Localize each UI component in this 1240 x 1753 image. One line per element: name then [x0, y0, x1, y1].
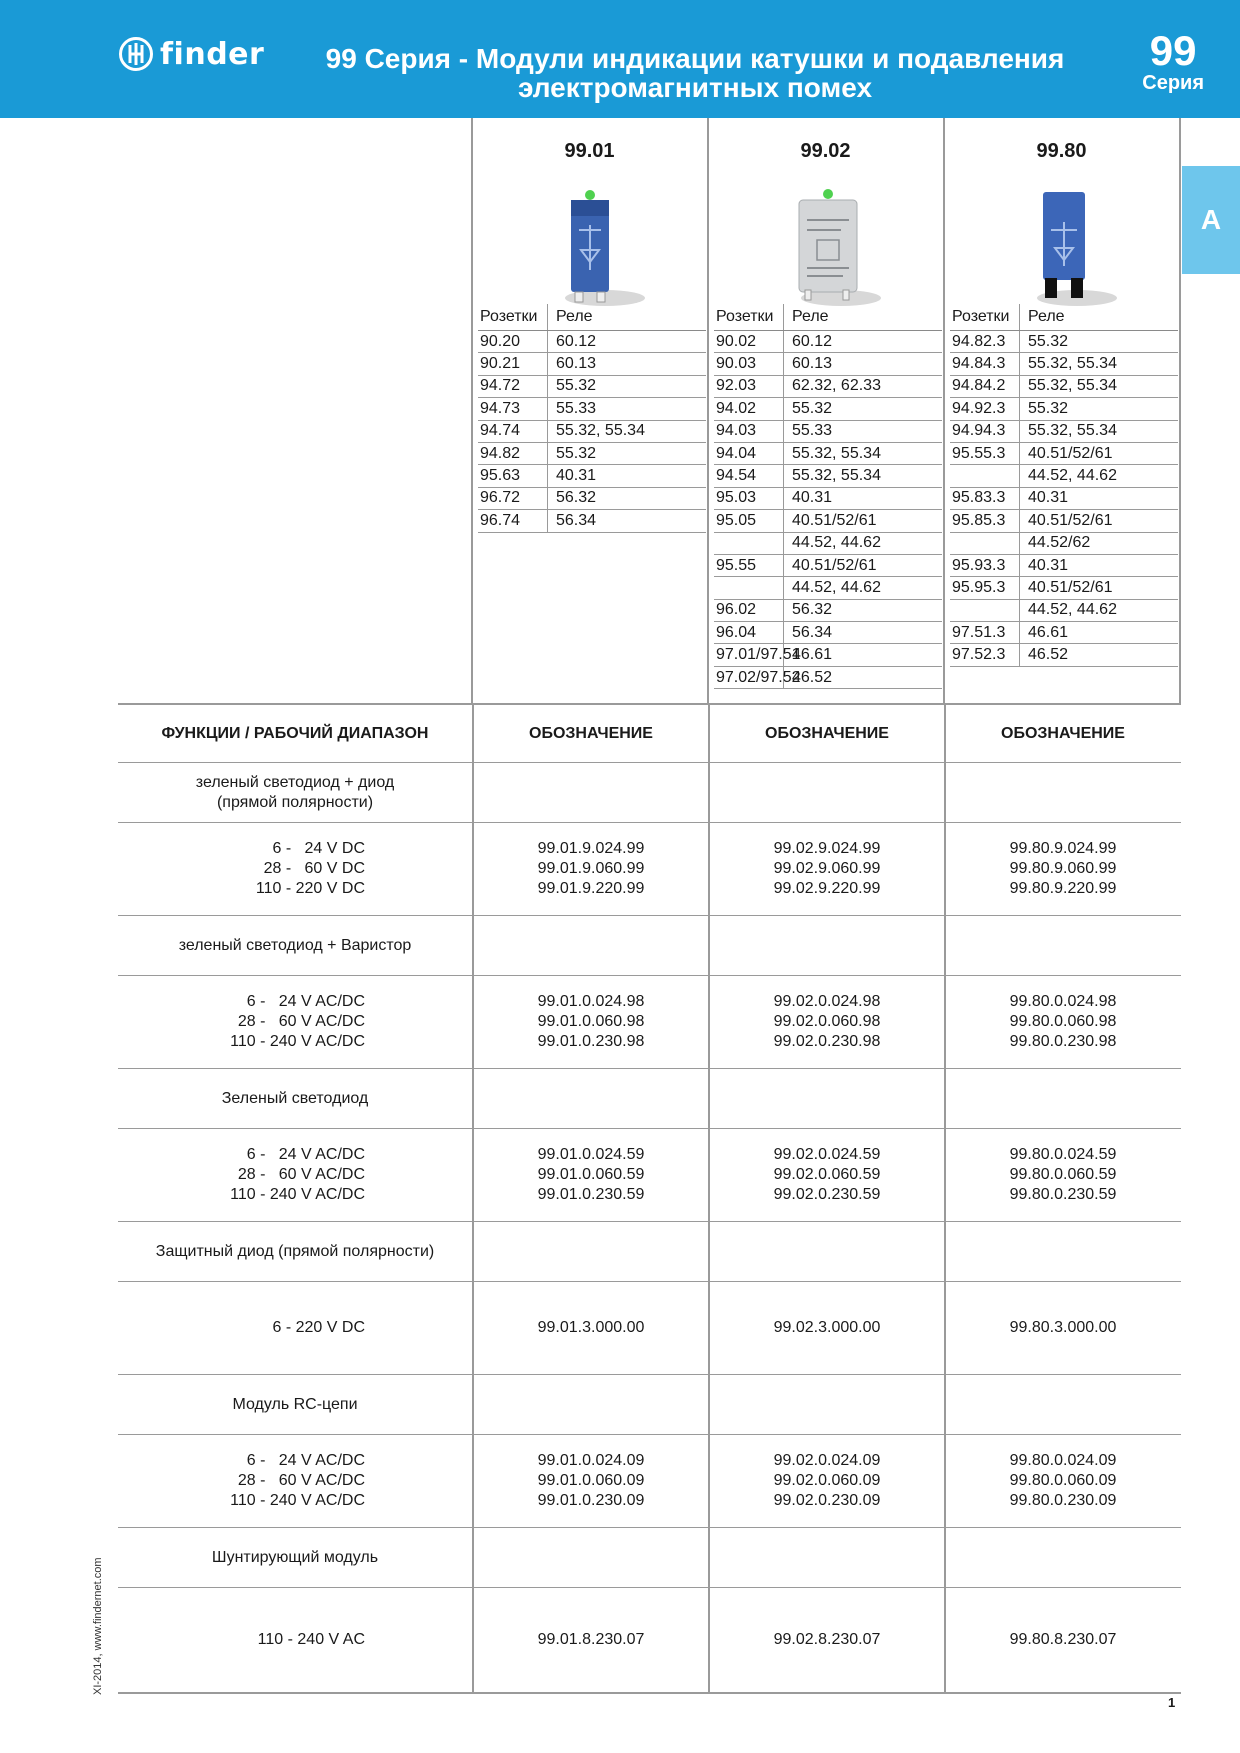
- relay-code: 55.33: [792, 422, 833, 440]
- text-line: Защитный диод (прямой полярности): [155, 1242, 435, 1260]
- relay-code: 46.52: [792, 668, 833, 686]
- designation-code: [472, 1129, 708, 1221]
- socket-code: 96.74: [478, 510, 548, 531]
- text-line: 99.01.0.230.98: [537, 1033, 645, 1050]
- header-designation: ОБОЗНАЧЕНИЕ: [472, 705, 708, 762]
- relay-code: 44.52, 44.62: [792, 534, 881, 552]
- text-line: 99.80.0.230.09: [1009, 1492, 1117, 1509]
- text-line: 99.80.0.230.98: [1009, 1033, 1117, 1050]
- compat-row: [950, 555, 1178, 577]
- socket-code: [950, 465, 1020, 486]
- finder-logo: [118, 36, 264, 72]
- socket-code: 97.02/97.52: [714, 667, 784, 688]
- compat-rows: [714, 331, 942, 689]
- compat-row: [950, 577, 1178, 599]
- col-sockets: Розетки: [950, 304, 1020, 330]
- header-designation: ОБОЗНАЧЕНИЕ: [708, 705, 944, 762]
- compat-row: [950, 398, 1178, 420]
- compat-row: [714, 644, 942, 666]
- compat-row: [950, 488, 1178, 510]
- compatibility-table: [478, 304, 706, 533]
- voltage-range: [118, 1282, 472, 1374]
- compat-row: [714, 331, 942, 353]
- empty-cell: [708, 916, 944, 975]
- empty-cell: [472, 916, 708, 975]
- text-line: 99.01.0.230.09: [537, 1492, 645, 1509]
- text-line: 99.01.0.024.98: [537, 993, 645, 1010]
- relay-code: 44.52, 44.62: [792, 578, 881, 596]
- socket-code: 96.02: [714, 600, 784, 621]
- text-line: 110 - 240 V AC: [257, 1631, 365, 1648]
- socket-code: [950, 600, 1020, 621]
- text-line: 110 - 220 V DC: [255, 880, 365, 897]
- compat-row: [950, 331, 1178, 353]
- relay-code: 44.52, 44.62: [1028, 601, 1117, 619]
- voltage-range: [118, 1588, 472, 1692]
- module-image-blue-tall-icon: [1007, 170, 1117, 310]
- relay-code: 55.32, 55.34: [1028, 355, 1117, 373]
- text-line: 99.02.0.060.09: [773, 1472, 881, 1489]
- compat-row: [950, 533, 1178, 555]
- designation-code: [944, 1588, 1180, 1692]
- function-row: [118, 916, 1181, 976]
- relay-code: 60.12: [792, 332, 833, 350]
- product-99-01: [472, 118, 707, 705]
- page-header: [0, 0, 1240, 118]
- designation-code: [472, 823, 708, 915]
- text-line: 6 - 24 V DC: [272, 840, 365, 857]
- function-name: [118, 916, 472, 975]
- compat-row: [478, 398, 706, 420]
- text-line: 99.80.0.060.59: [1009, 1166, 1117, 1183]
- col-relays: Реле: [1028, 308, 1065, 325]
- relay-code: 55.32, 55.34: [1028, 377, 1117, 395]
- voltage-range: [118, 1129, 472, 1221]
- compat-row: [714, 376, 942, 398]
- empty-cell: [708, 763, 944, 822]
- header-designation: ОБОЗНАЧЕНИЕ: [944, 705, 1180, 762]
- relay-code: 40.51/52/61: [792, 511, 877, 529]
- text-line: 6 - 24 V AC/DC: [246, 993, 365, 1010]
- text-line: 99.80.0.060.09: [1009, 1472, 1117, 1489]
- socket-code: 94.04: [714, 443, 784, 464]
- range-row: [118, 1588, 1181, 1694]
- compat-rows: [950, 331, 1178, 667]
- compat-row: [714, 353, 942, 375]
- product-99-02: [708, 118, 943, 705]
- product-99-80: [944, 118, 1179, 705]
- compat-header: [478, 304, 706, 331]
- designation-code: [472, 1435, 708, 1527]
- text-line: 99.02.0.230.59: [773, 1186, 881, 1203]
- series-number: 99: [1149, 27, 1197, 74]
- text-line: Шунтирующий модуль: [211, 1548, 379, 1566]
- module-image-grey-icon: [771, 170, 881, 310]
- compat-header: [950, 304, 1178, 331]
- socket-code: 94.82.3: [950, 331, 1020, 352]
- header-functions: ФУНКЦИИ / РАБОЧИЙ ДИАПАЗОН: [161, 724, 429, 742]
- text-line: 99.02.9.024.99: [773, 840, 881, 857]
- empty-cell: [472, 763, 708, 822]
- text-line: 99.80.0.230.59: [1009, 1186, 1117, 1203]
- compat-row: [714, 622, 942, 644]
- compat-row: [714, 465, 942, 487]
- compat-row: [950, 510, 1178, 532]
- compat-row: [714, 577, 942, 599]
- compat-rows: [478, 331, 706, 533]
- text-line: 99.01.9.220.99: [537, 880, 645, 897]
- text-line: 99.02.0.230.09: [773, 1492, 881, 1509]
- relay-code: 62.32, 62.33: [792, 377, 881, 395]
- empty-cell: [944, 763, 1180, 822]
- compatibility-table: [950, 304, 1178, 667]
- compat-row: [714, 443, 942, 465]
- socket-code: [950, 533, 1020, 554]
- socket-code: 96.72: [478, 488, 548, 509]
- socket-code: 95.93.3: [950, 555, 1020, 576]
- page-number: 1: [1168, 1695, 1176, 1710]
- range-row: [118, 823, 1181, 916]
- table-header-row: [118, 703, 1181, 763]
- function-name: [118, 1069, 472, 1128]
- relay-code: 40.51/52/61: [792, 556, 877, 574]
- text-line: 99.80.9.060.99: [1009, 860, 1117, 877]
- designation-code: [708, 1282, 944, 1374]
- relay-code: 46.52: [1028, 646, 1069, 664]
- text-line: 99.80.0.024.59: [1009, 1146, 1117, 1163]
- text-line: 99.02.9.060.99: [773, 860, 881, 877]
- socket-code: 95.03: [714, 488, 784, 509]
- socket-code: 90.21: [478, 353, 548, 374]
- range-row: [118, 1129, 1181, 1222]
- designation-code: [944, 1282, 1180, 1374]
- socket-code: 90.20: [478, 331, 548, 352]
- empty-cell: [944, 1375, 1180, 1434]
- col-relays: Реле: [556, 308, 593, 325]
- relay-code: 46.61: [792, 646, 833, 664]
- compat-row: [478, 510, 706, 532]
- text-line: 99.02.8.230.07: [773, 1631, 881, 1648]
- relay-code: 40.31: [1028, 556, 1069, 574]
- socket-code: 94.84.3: [950, 353, 1020, 374]
- socket-code: 97.51.3: [950, 622, 1020, 643]
- socket-code: 94.54: [714, 465, 784, 486]
- relay-code: 60.13: [792, 355, 833, 373]
- page-title: [280, 44, 1110, 102]
- relay-code: 55.32: [556, 444, 597, 462]
- text-line: 28 - 60 V AC/DC: [237, 1166, 365, 1183]
- ordering-table: [118, 703, 1181, 1694]
- text-line: 99.02.0.060.59: [773, 1166, 881, 1183]
- compat-row: [478, 353, 706, 375]
- socket-code: 97.52.3: [950, 644, 1020, 665]
- text-line: 99.01.0.060.59: [537, 1166, 645, 1183]
- table-body: [118, 763, 1181, 1694]
- range-row: [118, 976, 1181, 1069]
- text-line: 99.80.0.024.09: [1009, 1452, 1117, 1469]
- empty-cell: [472, 1528, 708, 1587]
- relay-code: 56.34: [556, 511, 597, 529]
- relay-code: 56.34: [792, 623, 833, 641]
- empty-cell: [708, 1375, 944, 1434]
- empty-cell: [944, 1069, 1180, 1128]
- socket-code: 95.85.3: [950, 510, 1020, 531]
- socket-code: 95.83.3: [950, 488, 1020, 509]
- socket-code: 94.02: [714, 398, 784, 419]
- socket-code: 92.03: [714, 376, 784, 397]
- compat-row: [478, 488, 706, 510]
- relay-code: 55.32, 55.34: [792, 467, 881, 485]
- text-line: 110 - 240 V AC/DC: [230, 1033, 365, 1050]
- designation-code: [708, 1129, 944, 1221]
- text-line: 99.01.0.060.09: [537, 1472, 645, 1489]
- socket-code: 90.03: [714, 353, 784, 374]
- text-line: 99.01.3.000.00: [537, 1319, 645, 1336]
- relay-code: 40.51/52/61: [1028, 444, 1113, 462]
- col-relays: Реле: [792, 308, 829, 325]
- compat-row: [478, 376, 706, 398]
- product-compatibility-area: [472, 118, 1181, 705]
- compat-row: [714, 510, 942, 532]
- socket-code: [714, 533, 784, 554]
- empty-cell: [708, 1069, 944, 1128]
- empty-cell: [472, 1222, 708, 1281]
- socket-code: 90.02: [714, 331, 784, 352]
- compatibility-table: [714, 304, 942, 689]
- socket-code: 97.01/97.51: [714, 644, 784, 665]
- socket-code: 95.05: [714, 510, 784, 531]
- designation-code: [708, 823, 944, 915]
- function-row: [118, 1528, 1181, 1588]
- text-line: 99.01.8.230.07: [537, 1631, 645, 1648]
- compat-row: [950, 622, 1178, 644]
- socket-code: 94.74: [478, 421, 548, 442]
- text-line: зеленый светодиод + Варистор: [178, 936, 412, 954]
- col-sockets: Розетки: [714, 304, 784, 330]
- compat-row: [950, 465, 1178, 487]
- compat-header: [714, 304, 942, 331]
- relay-code: 55.32, 55.34: [792, 444, 881, 462]
- text-line: 99.02.0.230.98: [773, 1033, 881, 1050]
- compat-row: [950, 644, 1178, 666]
- col-sockets: Розетки: [478, 304, 548, 330]
- text-line: 99.02.0.060.98: [773, 1013, 881, 1030]
- text-line: 99.01.0.060.98: [537, 1013, 645, 1030]
- text-line: 99.01.0.230.59: [537, 1186, 645, 1203]
- text-line: 99.02.0.024.59: [773, 1146, 881, 1163]
- function-row: [118, 1069, 1181, 1129]
- title-line-1: 99 Серия - Модули индикации катушки и подавления: [325, 43, 1065, 74]
- text-line: 28 - 60 V AC/DC: [237, 1013, 365, 1030]
- voltage-range: [118, 976, 472, 1068]
- relay-code: 55.32: [792, 399, 833, 417]
- compat-row: [950, 600, 1178, 622]
- function-row: [118, 1222, 1181, 1282]
- text-line: 28 - 60 V AC/DC: [237, 1472, 365, 1489]
- relay-code: 55.32: [556, 377, 597, 395]
- text-line: 99.01.0.024.09: [537, 1452, 645, 1469]
- product-code: 99.01: [564, 140, 615, 162]
- text-line: 6 - 24 V AC/DC: [246, 1146, 365, 1163]
- designation-code: [708, 1435, 944, 1527]
- compat-row: [714, 488, 942, 510]
- text-line: 28 - 60 V DC: [263, 860, 365, 877]
- range-row: [118, 1435, 1181, 1528]
- text-line: 99.02.3.000.00: [773, 1319, 881, 1336]
- compat-row: [714, 555, 942, 577]
- empty-cell: [708, 1222, 944, 1281]
- product-code: 99.80: [1036, 140, 1087, 162]
- designation-code: [472, 1282, 708, 1374]
- text-line: 99.80.9.220.99: [1009, 880, 1117, 897]
- compat-row: [950, 353, 1178, 375]
- text-line: 99.80.3.000.00: [1009, 1319, 1117, 1336]
- voltage-range: [118, 823, 472, 915]
- range-row: [118, 1282, 1181, 1375]
- product-code: 99.02: [800, 140, 851, 162]
- compat-row: [714, 600, 942, 622]
- function-row: [118, 1375, 1181, 1435]
- compat-row: [478, 331, 706, 353]
- empty-cell: [472, 1375, 708, 1434]
- text-line: 6 - 220 V DC: [272, 1319, 365, 1336]
- compat-row: [950, 443, 1178, 465]
- relay-code: 60.12: [556, 332, 597, 350]
- socket-code: 94.03: [714, 421, 784, 442]
- socket-code: [714, 577, 784, 598]
- text-line: 99.01.9.024.99: [537, 840, 645, 857]
- empty-cell: [944, 916, 1180, 975]
- compat-row: [950, 421, 1178, 443]
- designation-code: [708, 1588, 944, 1692]
- relay-code: 56.32: [556, 489, 597, 507]
- text-line: 99.01.9.060.99: [537, 860, 645, 877]
- empty-cell: [944, 1528, 1180, 1587]
- socket-code: 95.55: [714, 555, 784, 576]
- socket-code: 94.73: [478, 398, 548, 419]
- designation-code: [944, 1435, 1180, 1527]
- compat-row: [714, 398, 942, 420]
- relay-code: 55.32, 55.34: [1028, 422, 1117, 440]
- text-line: 110 - 240 V AC/DC: [230, 1492, 365, 1509]
- socket-code: 95.95.3: [950, 577, 1020, 598]
- socket-code: 94.94.3: [950, 421, 1020, 442]
- empty-cell: [944, 1222, 1180, 1281]
- brand-name: finder: [160, 36, 265, 72]
- compat-row: [950, 376, 1178, 398]
- designation-code: [944, 976, 1180, 1068]
- voltage-range: [118, 1435, 472, 1527]
- relay-code: 40.31: [556, 467, 597, 485]
- section-tab: A: [1182, 166, 1240, 274]
- relay-code: 40.51/52/61: [1028, 511, 1113, 529]
- socket-code: 95.55.3: [950, 443, 1020, 464]
- compat-row: [478, 421, 706, 443]
- text-line: 99.80.9.024.99: [1009, 840, 1117, 857]
- relay-code: 40.51/52/61: [1028, 578, 1113, 596]
- socket-code: 94.72: [478, 376, 548, 397]
- text-line: зеленый светодиод + диод: [195, 773, 395, 791]
- text-line: 99.80.8.230.07: [1009, 1631, 1117, 1648]
- compat-row: [478, 465, 706, 487]
- socket-code: 95.63: [478, 465, 548, 486]
- relay-code: 55.33: [556, 399, 597, 417]
- designation-code: [472, 976, 708, 1068]
- title-line-2: электромагнитных помех: [517, 72, 873, 103]
- text-line: 99.02.9.220.99: [773, 880, 881, 897]
- text-line: 99.02.0.024.09: [773, 1452, 881, 1469]
- text-line: 6 - 24 V AC/DC: [246, 1452, 365, 1469]
- series-badge: [1142, 27, 1204, 94]
- series-label: Серия: [1142, 72, 1204, 94]
- function-row: [118, 763, 1181, 823]
- relay-code: 55.32: [1028, 399, 1069, 417]
- footer-vertical-note: XI-2014, www.findernet.com: [92, 1557, 104, 1695]
- text-line: Зеленый светодиод: [221, 1089, 369, 1107]
- function-name: [118, 1375, 472, 1434]
- text-line: 99.01.0.024.59: [537, 1146, 645, 1163]
- designation-code: [944, 823, 1180, 915]
- relay-code: 44.52/62: [1028, 534, 1091, 552]
- relay-code: 40.31: [792, 489, 833, 507]
- relay-code: 46.61: [1028, 623, 1069, 641]
- designation-code: [708, 976, 944, 1068]
- module-image-blue-icon: [535, 170, 645, 310]
- text-line: 99.02.0.024.98: [773, 993, 881, 1010]
- relay-code: 60.13: [556, 355, 597, 373]
- function-name: [118, 763, 472, 822]
- relay-code: 55.32, 55.34: [556, 422, 645, 440]
- designation-code: [944, 1129, 1180, 1221]
- relay-code: 55.32: [1028, 332, 1069, 350]
- finder-logo-icon: [118, 36, 154, 72]
- text-line: (прямой полярности): [216, 793, 374, 811]
- compat-row: [714, 421, 942, 443]
- empty-cell: [708, 1528, 944, 1587]
- relay-code: 56.32: [792, 601, 833, 619]
- compat-row: [714, 533, 942, 555]
- socket-code: 94.82: [478, 443, 548, 464]
- compat-row: [714, 667, 942, 689]
- relay-code: 44.52, 44.62: [1028, 467, 1117, 485]
- text-line: 110 - 240 V AC/DC: [230, 1186, 365, 1203]
- text-line: Модуль RC-цепи: [232, 1395, 358, 1413]
- function-name: [118, 1222, 472, 1281]
- socket-code: 94.92.3: [950, 398, 1020, 419]
- text-line: 99.80.0.024.98: [1009, 993, 1117, 1010]
- empty-cell: [472, 1069, 708, 1128]
- text-line: 99.80.0.060.98: [1009, 1013, 1117, 1030]
- relay-code: 40.31: [1028, 489, 1069, 507]
- socket-code: 94.84.2: [950, 376, 1020, 397]
- compat-row: [478, 443, 706, 465]
- function-name: [118, 1528, 472, 1587]
- socket-code: 96.04: [714, 622, 784, 643]
- designation-code: [472, 1588, 708, 1692]
